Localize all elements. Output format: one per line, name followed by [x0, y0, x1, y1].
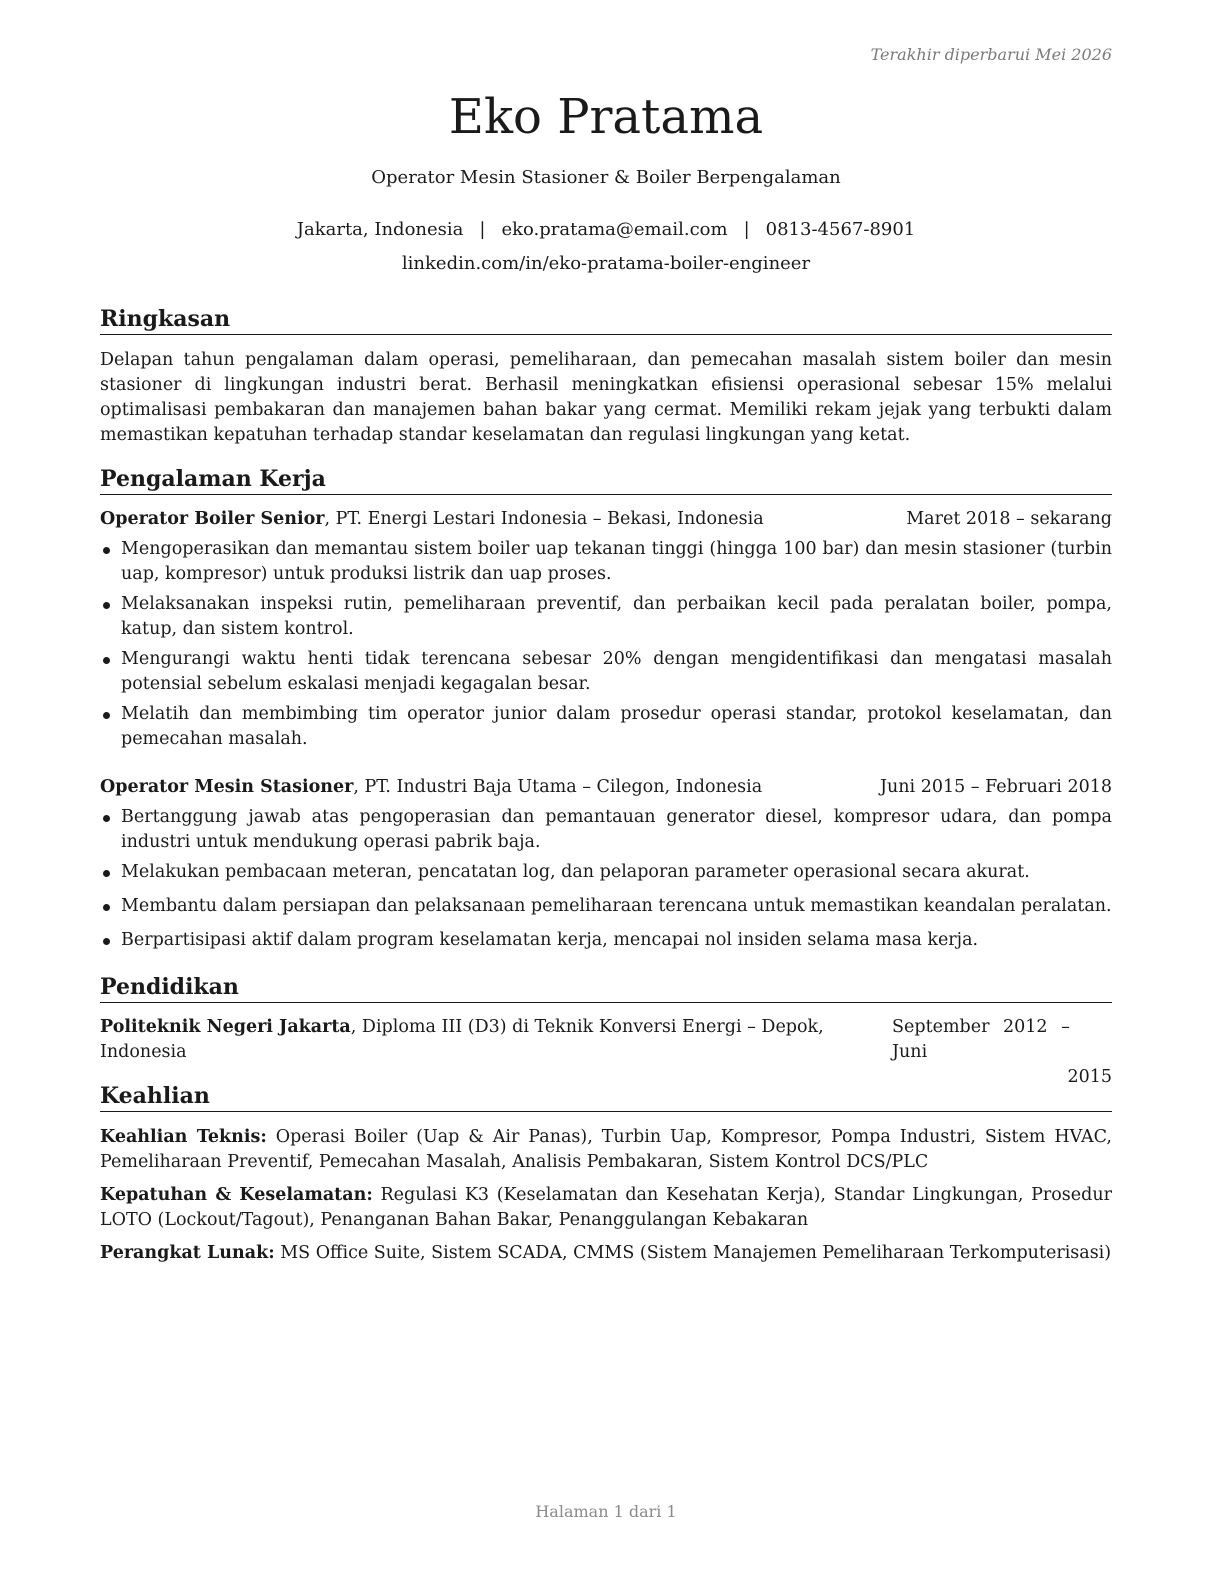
- job-header: [100, 775, 1112, 800]
- job-header: [100, 507, 1112, 532]
- bullet-icon: [103, 815, 110, 822]
- job-title: Operator Mesin Stasioner: [100, 777, 354, 797]
- contact-separator: |: [743, 219, 750, 240]
- section-heading-summary: Ringkasan: [100, 305, 1112, 335]
- bullet-icon: [103, 938, 110, 945]
- last-updated: Terakhir diperbarui Mei 2026: [870, 45, 1112, 64]
- job-bullets: [100, 537, 1112, 757]
- skill-text: Regulasi K3 (Keselamatan dan Kesehatan Kerja), Standar Lingkungan, Prosedur LOTO (Lockout/Tagout), Penanganan Bahan Bakar, Penanggulangan Kebakaran: [100, 1185, 1112, 1230]
- skill-text: Operasi Boiler (Uap & Air Panas), Turbin Uap, Kompresor, Pompa Industri, Sistem HVAC, Pemeliharaan Preventif, Pemecahan Masalah, Analisis Pembakaran, Sistem Kontrol DCS/PLC: [100, 1127, 1112, 1172]
- degree-detail: , Diploma III (D3) di Teknik Konversi Energi – Depok, Indonesia: [100, 1017, 824, 1062]
- job-company: , PT. Industri Baja Utama – Cilegon, Indonesia: [353, 777, 763, 797]
- linkedin-link[interactable]: linkedin.com/in/eko-pratama-boiler-engineer: [401, 253, 811, 274]
- list-item: Melatih dan membimbing tim operator junior dalam prosedur operasi standar, protokol keselamatan, dan pemecahan masalah.: [100, 702, 1112, 752]
- section-heading-experience: Pengalaman Kerja: [100, 465, 1112, 495]
- education-dates-end: 2015: [1067, 1067, 1112, 1087]
- school-name: Politeknik Negeri Jakarta: [100, 1017, 351, 1037]
- contact-separator: |: [479, 219, 486, 240]
- job-title: Operator Boiler Senior: [100, 509, 325, 529]
- bullet-icon: [103, 870, 110, 877]
- candidate-name: Eko Pratama: [448, 89, 764, 145]
- skill-group-technical: [100, 1125, 1112, 1175]
- skill-text: MS Office Suite, Sistem SCADA, CMMS (Sistem Manajemen Pemeliharaan Terkomputerisasi): [274, 1243, 1112, 1263]
- job-dates: Maret 2018 – sekarang: [906, 509, 1112, 529]
- page-number: Halaman 1 dari 1: [535, 1502, 677, 1521]
- skill-label: Kepatuhan & Keselamatan:: [100, 1185, 373, 1205]
- job-dates: Juni 2015 – Februari 2018: [879, 777, 1112, 797]
- bullet-icon: [103, 547, 110, 554]
- skill-label: Keahlian Teknis:: [100, 1127, 267, 1147]
- skill-group-safety: [100, 1183, 1112, 1233]
- education-entry: [100, 1015, 1112, 1090]
- list-item: Membantu dalam persiapan dan pelaksanaan pemeliharaan terencana untuk memastikan keandalan peralatan.: [100, 894, 1112, 919]
- skill-group-software: [100, 1241, 1112, 1266]
- candidate-subtitle: Operator Mesin Stasioner & Boiler Berpengalaman: [371, 167, 841, 188]
- list-item: Melakukan pembacaan meteran, pencatatan log, dan pelaporan parameter operasional secara akurat.: [100, 860, 1112, 885]
- bullet-icon: [103, 904, 110, 911]
- summary-text: Delapan tahun pengalaman dalam operasi, pemeliharaan, dan pemecahan masalah sistem boiler dan mesin stasioner di lingkungan industri berat. Berhasil meningkatkan efisiensi operasional sebesar 15% melalui optimalisasi pembakaran dan manajemen bahan bakar yang cermat. Memiliki rekam jejak yang terbukti dalam memastikan kepatuhan terhadap standar keselamatan dan regulasi lingkungan yang ketat.: [100, 350, 1112, 445]
- bullet-icon: [103, 712, 110, 719]
- education-dates: September 2012 – Juni: [892, 1017, 1070, 1062]
- bullet-icon: [103, 657, 110, 664]
- bullet-icon: [103, 602, 110, 609]
- list-item: Bertanggung jawab atas pengoperasian dan pemantauan generator diesel, kompresor udara, dan pompa industri untuk mendukung operasi pabrik baja.: [100, 805, 1112, 855]
- section-heading-skills: Keahlian: [100, 1082, 1112, 1112]
- skill-label: Perangkat Lunak:: [100, 1243, 275, 1263]
- email-link[interactable]: eko.pratama@email.com: [501, 219, 728, 240]
- section-heading-education: Pendidikan: [100, 973, 1112, 1003]
- contact-line: [100, 219, 1112, 240]
- phone-number: 0813-4567-8901: [765, 219, 916, 240]
- list-item: Berpartisipasi aktif dalam program keselamatan kerja, mencapai nol insiden selama masa kerja.: [100, 928, 1112, 953]
- job-company: , PT. Energi Lestari Indonesia – Bekasi, Indonesia: [324, 509, 764, 529]
- list-item: Melaksanakan inspeksi rutin, pemeliharaan preventif, dan perbaikan kecil pada peralatan boiler, pompa, katup, dan sistem kontrol.: [100, 592, 1112, 642]
- job-bullets: [100, 805, 1112, 958]
- location: Jakarta, Indonesia: [296, 219, 464, 240]
- list-item: Mengoperasikan dan memantau sistem boiler uap tekanan tinggi (hingga 100 bar) dan mesin stasioner (turbin uap, kompresor) untuk produksi listrik dan uap proses.: [100, 537, 1112, 587]
- resume-page: [100, 0, 1112, 1584]
- list-item: Mengurangi waktu henti tidak terencana sebesar 20% dengan mengidentifikasi dan mengatasi masalah potensial sebelum eskalasi menjadi kegagalan besar.: [100, 647, 1112, 697]
